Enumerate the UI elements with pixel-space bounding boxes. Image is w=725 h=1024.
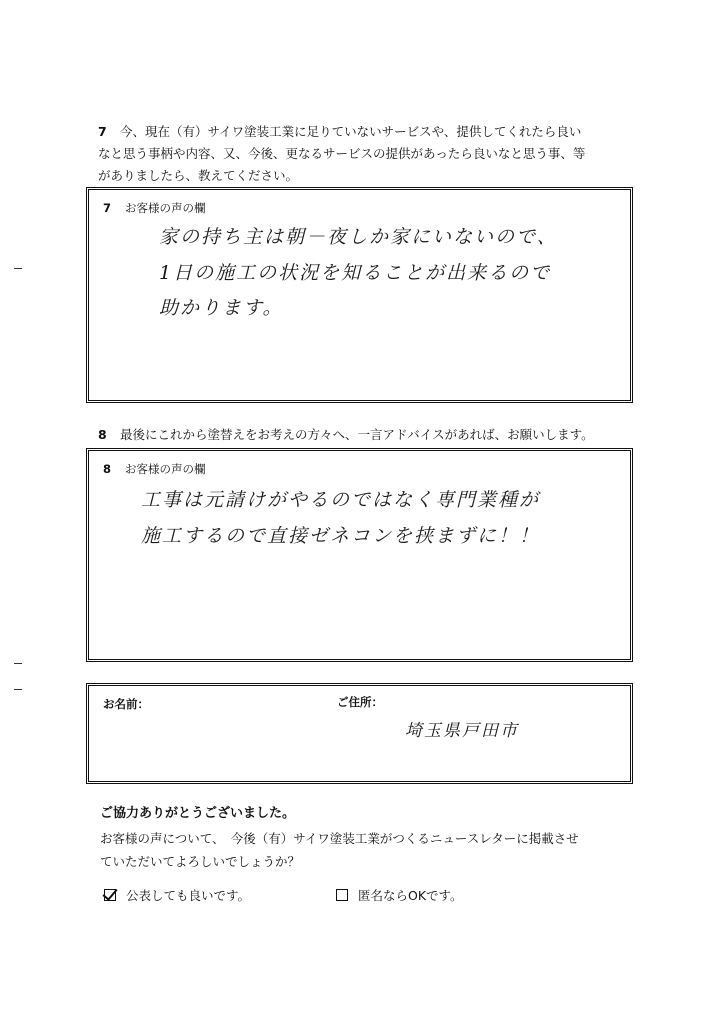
box-8-number: 8: [103, 462, 112, 476]
thanks-heading: ご協力ありがとうございました。: [100, 806, 296, 821]
box-8-label-text: お客様の声の欄: [125, 462, 206, 476]
question-8-text: 最後にこれから塗替えをお考えの方々へ、一言アドバイスがあれば、お願いします。: [120, 427, 594, 442]
box-7-answer-line-1: 家の持ち主は朝－夜しか家にいないので、: [159, 226, 558, 248]
address-value: 埼玉県戸田市: [405, 721, 519, 741]
question-8: [98, 424, 594, 446]
anonymous-checkbox[interactable]: [336, 889, 348, 901]
option-public[interactable]: [104, 886, 250, 904]
consent-question-line-2: ていただいてよろしいでしょうか？: [100, 854, 301, 869]
customer-info-box: [86, 683, 633, 784]
consent-question-line-1: お客様の声について、 今後（有）サイワ塗装工業がつくるニュースレターに掲載させ: [100, 831, 579, 846]
anonymous-label: 匿名ならOKです。: [358, 888, 463, 903]
box-7-answer-line-2: 1日の施工の状況を知ることが出来るので: [159, 262, 552, 284]
box-7-label: [103, 200, 206, 216]
customer-voice-box-7: [86, 187, 633, 403]
customer-voice-box-8: [86, 448, 633, 662]
scan-mark: [14, 663, 22, 664]
public-checkbox[interactable]: [104, 889, 116, 901]
scan-mark: [14, 689, 22, 690]
question-7-number: 7: [98, 124, 107, 139]
box-8-answer-line-2: 施工するので直接ゼネコンを挟まずに！！: [141, 525, 541, 547]
question-7: [98, 121, 585, 187]
question-7-line-1: 今、現在（有）サイワ塗装工業に足りていないサービスや、提供してくれたら良い: [120, 124, 582, 139]
question-8-number: 8: [98, 427, 107, 442]
box-7-answer-line-3: 助かります。: [159, 297, 284, 319]
box-7-label-text: お客様の声の欄: [125, 201, 206, 215]
box-8-label: [103, 461, 206, 477]
option-anonymous[interactable]: [336, 886, 463, 904]
question-7-line-3: がありましたら、教えてください。: [98, 168, 299, 183]
box-8-answer-line-1: 工事は元請けがやるのではなく専門業種が: [141, 489, 541, 511]
name-label: お名前：: [103, 697, 149, 711]
public-label: 公表しても良いです。: [126, 888, 251, 903]
scan-mark: [14, 268, 22, 269]
address-label: ご住所：: [337, 695, 383, 709]
question-7-line-2: なと思う事柄や内容、又、今後、更なるサービスの提供があったら良いなと思う事、等: [98, 146, 586, 161]
box-7-number: 7: [103, 201, 112, 215]
